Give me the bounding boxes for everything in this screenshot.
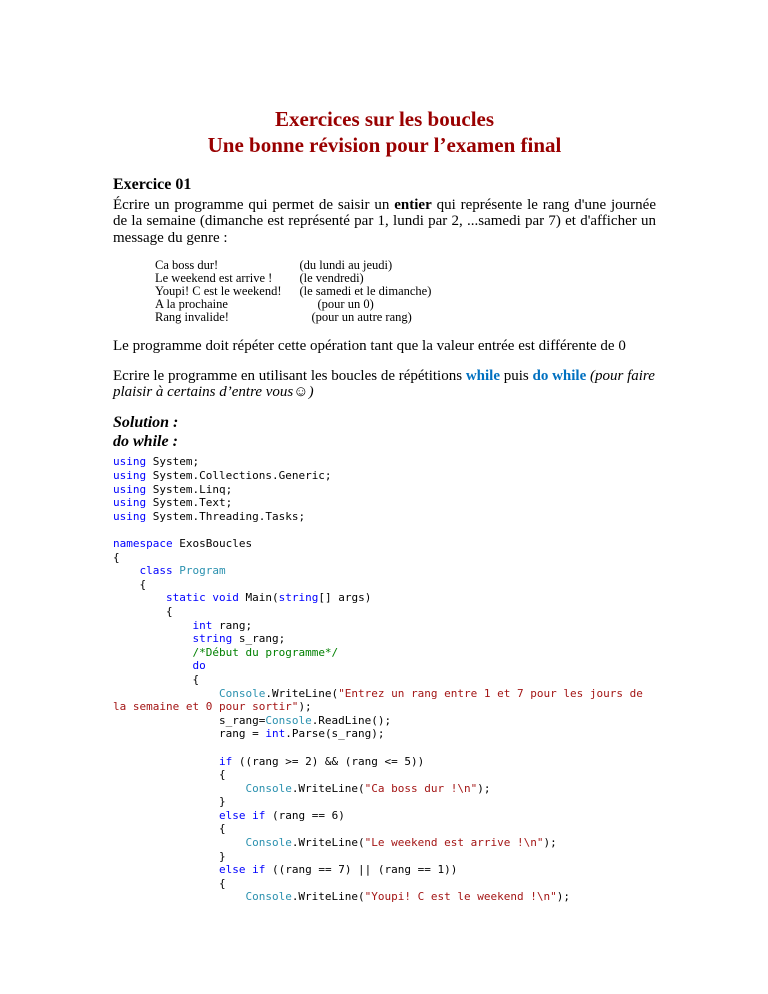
code-line: string s_rang;: [192, 632, 286, 646]
code-line: {: [113, 550, 120, 564]
code-line: using System.Text;: [113, 496, 233, 510]
code-line: class Program: [139, 564, 226, 578]
code-line: using System.Threading.Tasks;: [113, 509, 306, 523]
code-line: }: [113, 795, 226, 809]
code-line: do: [192, 659, 206, 673]
instruction-text-2: puis: [499, 367, 533, 384]
code-line: [113, 523, 656, 537]
code-block: [113, 455, 656, 904]
instruction-parenthetical: (pour faire plaisir à certains d’entre vous☺): [113, 367, 655, 401]
solution-label: Solution :: [113, 414, 179, 432]
message-note: (pour un autre rang): [311, 310, 412, 325]
message-label: A la prochaine: [155, 297, 228, 312]
code-line: using System.Linq;: [113, 482, 233, 496]
code-line: Console.WriteLine("Youpi! C est le weekend !\n");: [245, 890, 570, 904]
message-label: Le weekend est arrive !: [155, 271, 273, 286]
code-line: {: [113, 672, 200, 686]
code-line: using System;: [113, 455, 200, 469]
code-line: Console.WriteLine("Entrez un rang entre 1 et 7 pour les jours de: [218, 686, 643, 700]
code-line: }: [113, 849, 226, 863]
title-line-1: Exercices sur les boucles: [274, 107, 495, 131]
exercise-heading: Exercice 01: [113, 176, 192, 193]
message-note: (le vendredi): [299, 271, 364, 286]
code-line: {: [113, 768, 226, 782]
intro-bold-entier: entier: [394, 197, 432, 213]
message-examples: [155, 259, 431, 324]
code-line: {: [113, 604, 173, 618]
dowhile-keyword: do while: [532, 367, 587, 384]
instruction-paragraph: [113, 368, 656, 401]
message-label: Youpi! C est le weekend!: [155, 284, 282, 299]
code-line: int rang;: [192, 618, 253, 632]
repeat-paragraph: Le programme doit répéter cette opération tant que la valeur entrée est différente de 0: [113, 338, 626, 355]
code-line: /*Début du programme*/: [192, 645, 339, 659]
message-note: (du lundi au jeudi): [299, 258, 393, 273]
code-line: static void Main(string[] args): [165, 591, 372, 605]
intro-text-2: qui représente le rang d'une journée de la semaine (dimanche est représenté par 1, lundi par 2, ...samedi par 7) et d'afficher un message du genre :: [113, 197, 656, 246]
document-title: [113, 106, 656, 158]
code-line: else if (rang == 6): [218, 808, 345, 822]
code-line: if ((rang >= 2) && (rang <= 5)): [218, 754, 425, 768]
intro-paragraph: [113, 197, 656, 246]
title-line-2: Une bonne révision pour l’examen final: [207, 133, 562, 157]
code-line: namespace ExosBoucles: [113, 537, 253, 550]
dowhile-label: do while :: [113, 433, 178, 451]
code-line: s_rang=Console.ReadLine();: [113, 713, 392, 727]
message-note: (pour un 0): [317, 297, 374, 312]
instruction-text-1: Ecrire le programme en utilisant les boucles de répétitions: [113, 367, 466, 384]
message-label: Ca boss dur!: [155, 258, 219, 273]
message-note: (le samedi et le dimanche): [299, 284, 432, 299]
intro-text-1: Écrire un programme qui permet de saisir un: [113, 197, 395, 213]
code-line: [113, 741, 656, 755]
while-keyword: while: [465, 367, 500, 384]
code-line: Console.WriteLine("Le weekend est arrive !\n");: [245, 836, 557, 850]
code-line: using System.Collections.Generic;: [113, 469, 332, 483]
code-line: la semaine et 0 pour sortir");: [113, 700, 312, 714]
code-line: {: [113, 822, 226, 836]
code-line: rang = int.Parse(s_rang);: [113, 727, 385, 741]
code-line: {: [113, 876, 226, 890]
message-row: [155, 311, 431, 324]
code-line: else if ((rang == 7) || (rang == 1)): [218, 863, 458, 877]
message-label: Rang invalide!: [155, 310, 229, 325]
code-line: Console.WriteLine("Ca boss dur !\n");: [245, 781, 491, 795]
code-line: {: [113, 577, 147, 591]
